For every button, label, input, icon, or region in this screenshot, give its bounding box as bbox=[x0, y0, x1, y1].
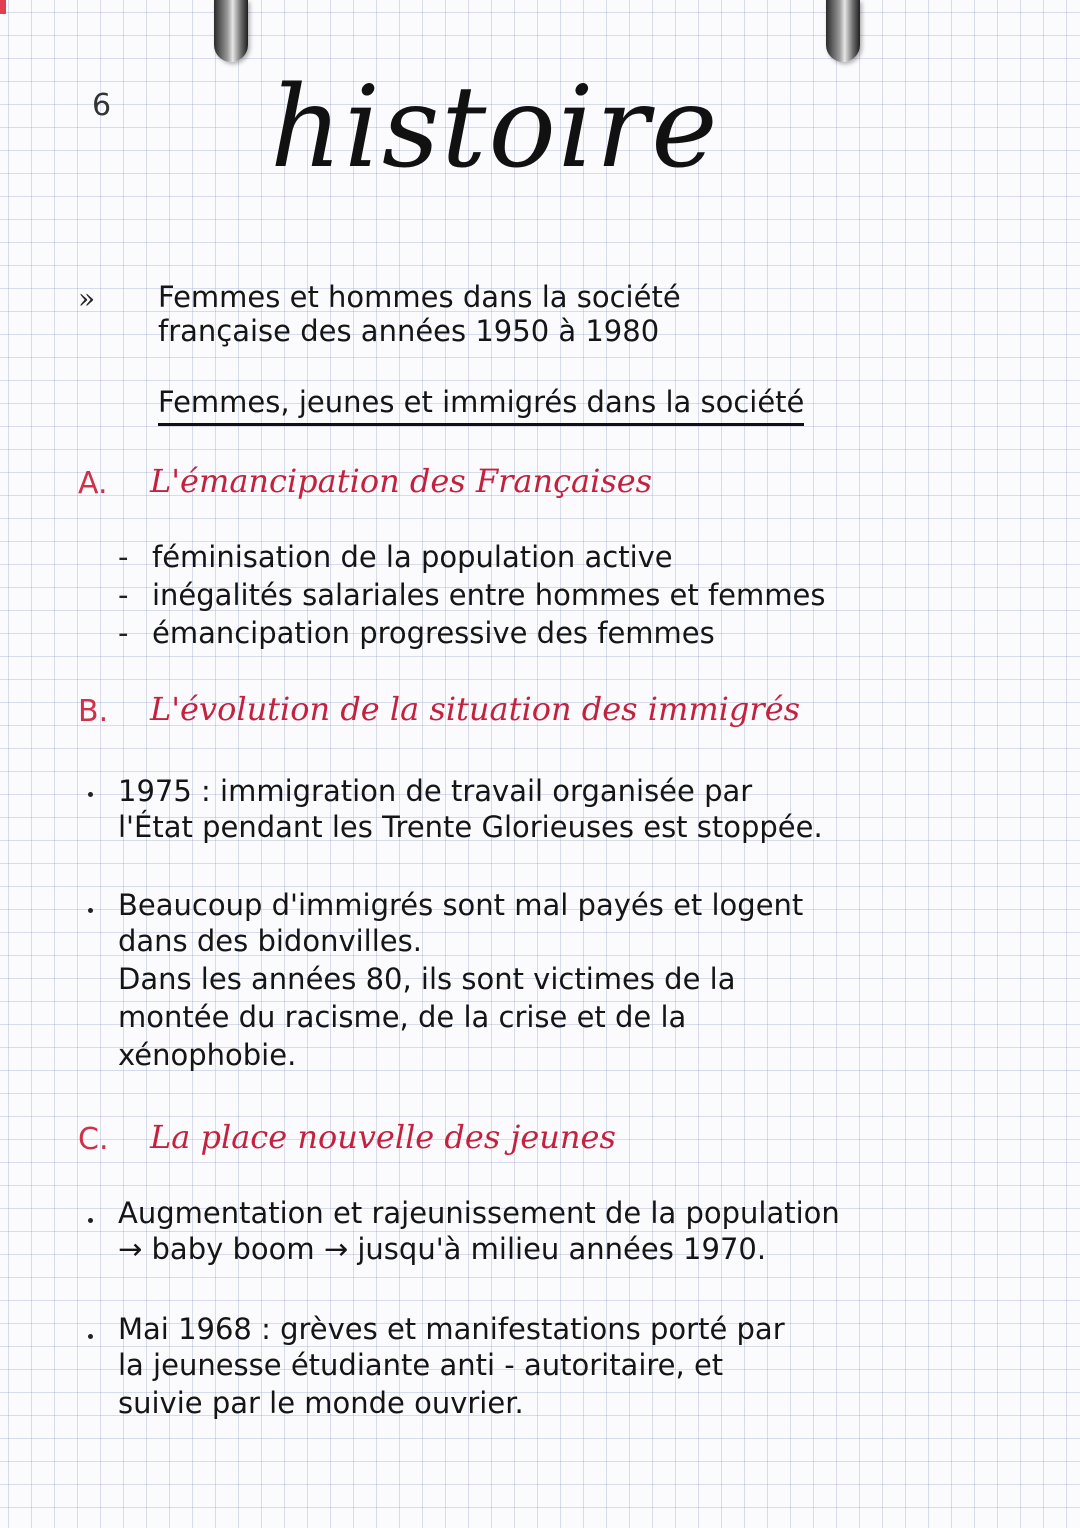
section-c-letter: C. bbox=[78, 1122, 109, 1157]
theme-title: Femmes, jeunes et immigrés dans la société bbox=[158, 385, 804, 426]
section-a-bullet-2: inégalités salariales entre hommes et femmes bbox=[152, 578, 826, 612]
section-c-para1-line2: → baby boom → jusqu'à milieu années 1970. bbox=[118, 1232, 767, 1266]
section-b-para1-line2: l'État pendant les Trente Glorieuses est stoppée. bbox=[118, 810, 823, 844]
section-a-bullet-3: émancipation progressive des femmes bbox=[152, 616, 715, 650]
section-c-para2-line1: Mai 1968 : grèves et manifestations porté par bbox=[118, 1312, 785, 1346]
corner-mark bbox=[0, 0, 6, 14]
section-a-title: L'émancipation des Françaises bbox=[150, 462, 653, 500]
page-title: histoire bbox=[270, 63, 720, 193]
bullet-dot bbox=[88, 792, 93, 797]
page-number: 6 bbox=[92, 88, 112, 123]
bullet-dash: - bbox=[118, 616, 129, 650]
binder-ring-left bbox=[214, 0, 248, 62]
section-b-para2-line1: Beaucoup d'immigrés sont mal payés et logent bbox=[118, 888, 804, 922]
section-b-para2-line2: dans des bidonvilles. bbox=[118, 924, 422, 958]
section-b-para2-line5: xénophobie. bbox=[118, 1038, 297, 1072]
bullet-dash: - bbox=[118, 540, 129, 574]
binder-ring-right bbox=[826, 0, 860, 62]
bullet-dot bbox=[88, 1218, 93, 1223]
section-c-title: La place nouvelle des jeunes bbox=[150, 1118, 616, 1156]
section-a-letter: A. bbox=[78, 466, 108, 501]
chapter-title-line-1: Femmes et hommes dans la société bbox=[158, 280, 681, 314]
bullet-dot bbox=[88, 908, 93, 913]
section-b-title: L'évolution de la situation des immigrés bbox=[150, 690, 801, 728]
section-b-para2-line4: montée du racisme, de la crise et de la bbox=[118, 1000, 687, 1034]
section-c-para2-line3: suivie par le monde ouvrier. bbox=[118, 1386, 524, 1420]
chapter-title-line-2: française des années 1950 à 1980 bbox=[158, 314, 660, 348]
section-b-para1-line1: 1975 : immigration de travail organisée par bbox=[118, 774, 753, 808]
section-b-para2-line3: Dans les années 80, ils sont victimes de la bbox=[118, 962, 736, 996]
bullet-dash: - bbox=[118, 578, 129, 612]
chapter-marker: » bbox=[78, 282, 96, 315]
section-c-para1-line1: Augmentation et rajeunissement de la population bbox=[118, 1196, 840, 1230]
section-c-para2-line2: la jeunesse étudiante anti - autoritaire, et bbox=[118, 1348, 724, 1382]
section-b-letter: B. bbox=[78, 694, 109, 729]
section-a-bullet-1: féminisation de la population active bbox=[152, 540, 673, 574]
bullet-dot bbox=[88, 1334, 93, 1339]
